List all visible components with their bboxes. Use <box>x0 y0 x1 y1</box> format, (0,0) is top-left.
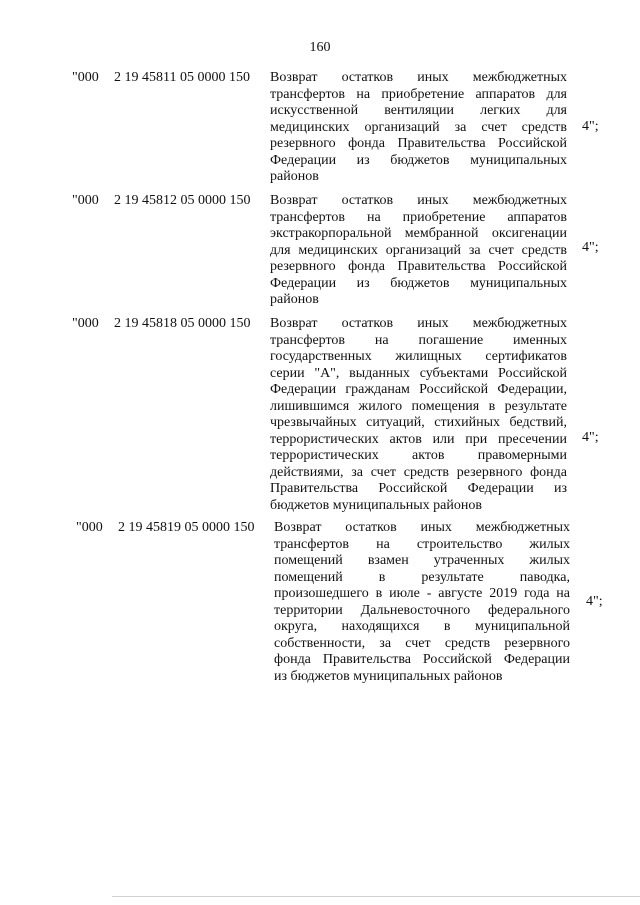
entry-prefix: "000 <box>72 316 99 331</box>
description-line: экстракорпоральной мембранной оксигенации <box>270 226 567 241</box>
description-line: Возврат остатков иных межбюджетных <box>274 520 570 535</box>
description-line: террористических актов правомерными <box>270 448 567 463</box>
description-line: лишившимся жилого помещения в результате <box>270 398 567 414</box>
scan-edge-line <box>112 896 640 897</box>
description-line: районов <box>270 169 319 184</box>
entry-description <box>274 520 570 685</box>
description-line: для медицинских организаций за счет средств <box>270 242 567 258</box>
description-line: Федерации из бюджетов муниципальных <box>270 152 567 168</box>
budget-code: 2 19 45818 05 0000 150 <box>114 316 251 331</box>
description-line: из бюджетов муниципальных районов <box>274 668 503 684</box>
entry-prefix: "000 <box>72 193 99 208</box>
description-line: государственных жилищных сертификатов <box>270 349 567 364</box>
entry-amount: 4"; <box>586 594 603 609</box>
entry-prefix: "000 <box>72 70 99 85</box>
description-line: бюджетов муниципальных районов <box>270 497 482 513</box>
entry-amount: 4"; <box>582 430 599 445</box>
description-line: чрезвычайных ситуаций, стихийных бедствий, <box>270 415 567 430</box>
description-line: трансфертов на строительство жилых <box>274 536 570 552</box>
description-line: районов <box>270 292 319 307</box>
entry-amount: 4"; <box>582 240 599 255</box>
description-line: территории Дальневосточного федерального <box>274 602 570 618</box>
entry-prefix: "000 <box>76 520 103 535</box>
description-line: помещений в результате паводка, <box>274 569 570 585</box>
entry-description <box>270 70 567 186</box>
entry-amount: 4"; <box>582 119 599 134</box>
description-line: Возврат остатков иных межбюджетных <box>270 316 567 331</box>
description-line: трансфертов на приобретение аппаратов для <box>270 86 567 102</box>
description-line: Федерации гражданам Российской Федерации, <box>270 382 567 397</box>
description-line: медицинских организаций за счет средств <box>270 119 567 135</box>
budget-code: 2 19 45811 05 0000 150 <box>114 70 250 85</box>
description-line: трансфертов на погашение именных <box>270 332 567 348</box>
description-line: действиями, за счет средств резервного фонда <box>270 464 567 480</box>
description-line: округа, находящихся в муниципальной <box>274 619 570 634</box>
description-line: резервного фонда Правительства Российской <box>270 136 567 151</box>
description-line: фонда Правительства Российской Федерации <box>274 652 570 667</box>
description-line: серии "А", выданных субъектами Российской <box>270 365 567 381</box>
entry-description <box>270 193 567 309</box>
page-number: 160 <box>309 40 331 55</box>
description-line: Возврат остатков иных межбюджетных <box>270 70 567 85</box>
description-line: резервного фонда Правительства Российской <box>270 259 567 274</box>
description-line: террористических актов или при пресечении <box>270 431 567 447</box>
description-line: Федерации из бюджетов муниципальных <box>270 275 567 291</box>
description-line: собственности, за счет средств резервного <box>274 635 570 651</box>
description-line: Возврат остатков иных межбюджетных <box>270 193 567 208</box>
description-line: Правительства Российской Федерации из <box>270 481 567 496</box>
entry-description <box>270 316 567 514</box>
description-line: помещений взамен утраченных жилых <box>274 553 570 568</box>
description-line: произошедшего в июле - августе 2019 года на <box>274 586 570 601</box>
budget-code: 2 19 45812 05 0000 150 <box>114 193 251 208</box>
description-line: искусственной вентиляции легких для <box>270 103 567 118</box>
description-line: трансфертов на приобретение аппаратов <box>270 209 567 225</box>
budget-code: 2 19 45819 05 0000 150 <box>118 520 255 535</box>
